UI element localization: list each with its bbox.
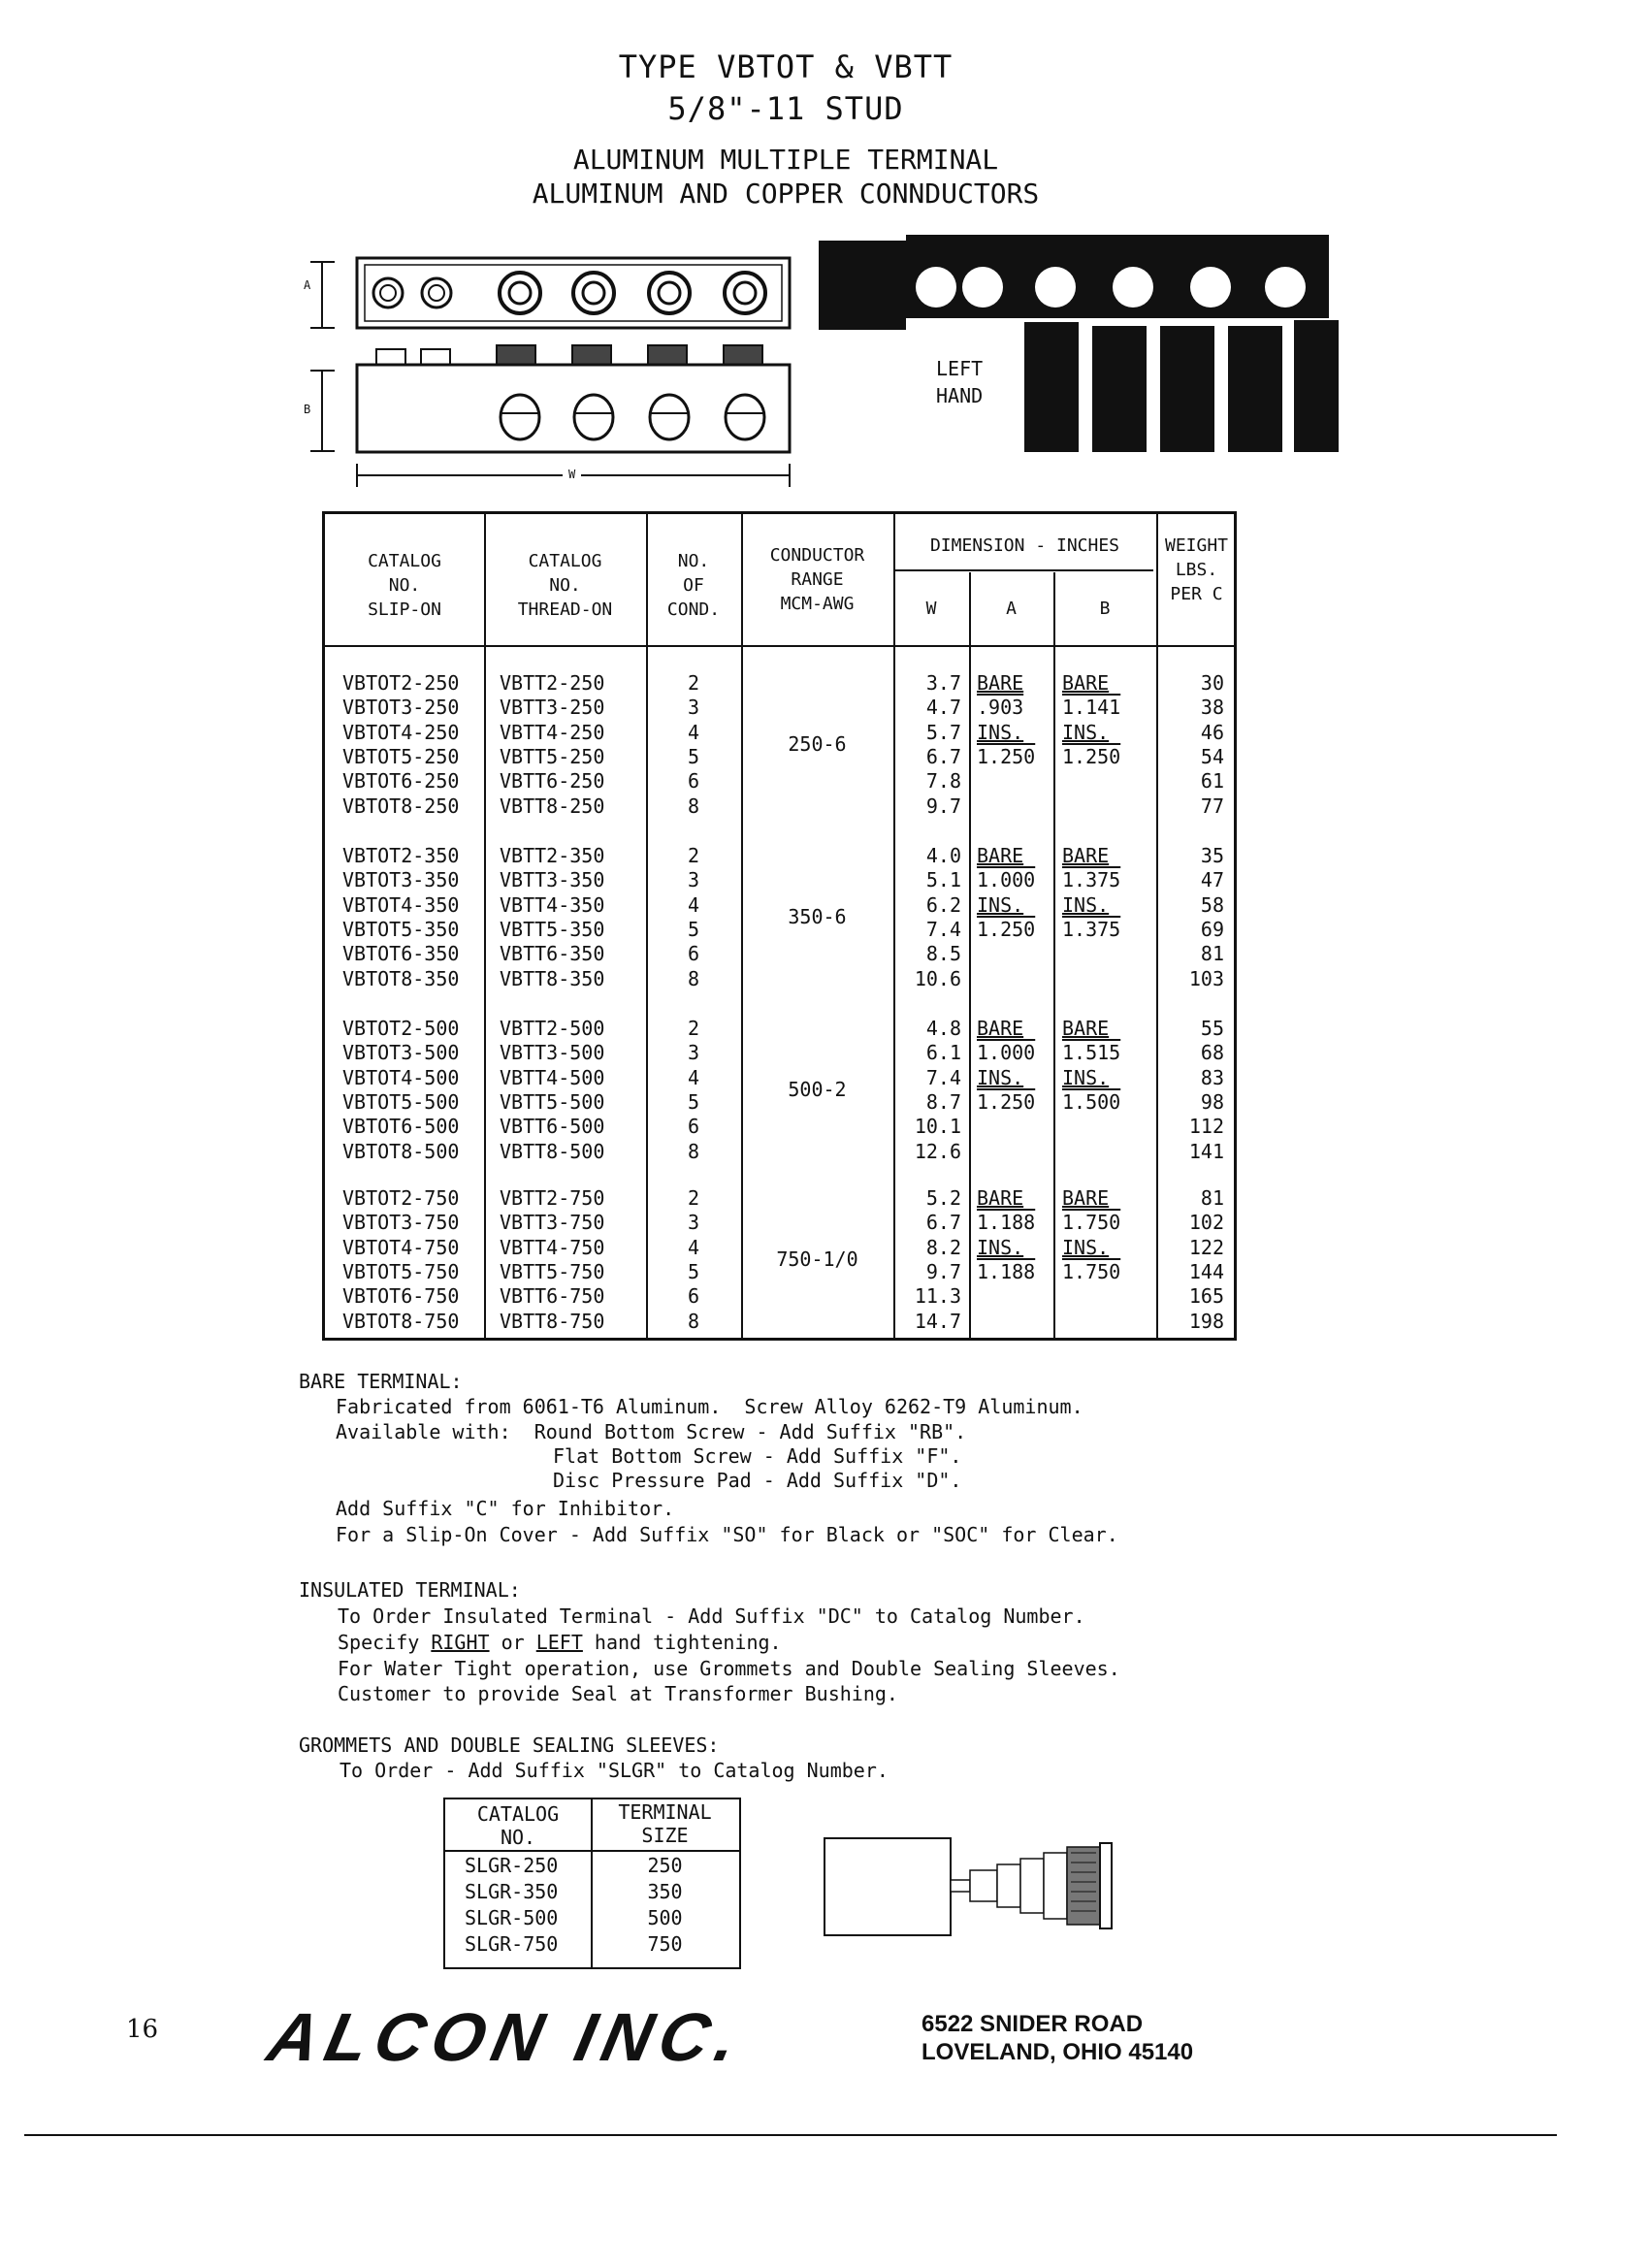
table-cell-a: INS. [977, 720, 1024, 744]
table-cell-weight: 46 [1200, 720, 1224, 744]
header-b: B [1099, 599, 1111, 619]
table-cell-a: BARE [977, 671, 1024, 695]
table-cell-cond: 8 [687, 1139, 700, 1163]
note-bare-5: Add Suffix "C" for Inhibitor. [336, 1497, 675, 1520]
table-cell-slip: VBTOT8-500 [342, 1139, 460, 1163]
table-cell-b: INS. [1062, 720, 1110, 744]
table-cell-range: 350-6 [788, 905, 847, 929]
table-cell-thread: VBTT4-350 [500, 892, 605, 917]
table-cell-cond: 2 [687, 671, 700, 695]
page-number: 16 [126, 2015, 159, 2044]
table-cell-weight: 35 [1200, 844, 1224, 867]
table-cell-cond: 2 [687, 1017, 700, 1040]
table-cell-b: INS. [1062, 892, 1110, 917]
grom-cell-catalog: SLGR-750 [465, 1932, 559, 1956]
table-cell-weight: 30 [1200, 671, 1224, 695]
table-cell-weight: 77 [1200, 794, 1224, 818]
table-cell-w: 8.7 [925, 1089, 961, 1114]
note-ins-4: Customer to provide Seal at Transformer Bushing. [338, 1682, 898, 1705]
table-cell-cond: 5 [687, 1089, 700, 1114]
table-cell-thread: VBTT2-250 [500, 671, 605, 695]
table-cell-b: 1.750 [1062, 1259, 1121, 1283]
table-cell-weight: 81 [1200, 942, 1224, 966]
company-logo: ALCON INC. [261, 1999, 752, 2075]
table-cell-w: 7.4 [925, 1065, 961, 1089]
table-cell-w: 7.4 [925, 917, 961, 941]
table-cell-cond: 3 [687, 696, 700, 720]
table-cell-w: 8.5 [925, 942, 961, 966]
table-cell-slip: VBTOT5-500 [342, 1089, 460, 1114]
table-cell-b: 1.515 [1062, 1041, 1121, 1065]
dim-b-label: B [304, 403, 311, 416]
table-cell-range: 250-6 [788, 732, 847, 757]
table-cell-weight: 38 [1200, 696, 1224, 720]
terminal-diagram [291, 233, 1358, 495]
table-cell-thread: VBTT6-750 [500, 1284, 605, 1309]
table-cell-slip: VBTOT3-250 [342, 696, 460, 720]
table-cell-thread: VBTT5-250 [500, 744, 605, 768]
table-cell-slip: VBTOT6-750 [342, 1284, 460, 1309]
table-cell-cond: 8 [687, 1309, 700, 1333]
note-grom-1: To Order - Add Suffix "SLGR" to Catalog Number. [340, 1759, 889, 1782]
table-cell-slip: VBTOT4-500 [342, 1065, 460, 1089]
grom-cell-catalog: SLGR-500 [465, 1906, 559, 1929]
table-cell-b: BARE [1062, 671, 1110, 695]
table-cell-a: 1.250 [977, 1089, 1036, 1114]
table-cell-weight: 198 [1188, 1309, 1224, 1333]
table-cell-cond: 4 [687, 1065, 700, 1089]
table-cell-b: BARE [1062, 1017, 1110, 1040]
table-cell-cond: 8 [687, 794, 700, 818]
table-cell-cond: 6 [687, 769, 700, 794]
table-cell-cond: 4 [687, 720, 700, 744]
table-cell-cond: 5 [687, 744, 700, 768]
address-line-1: 6522 SNIDER ROAD [922, 2011, 1144, 2037]
note-ins-3: For Water Tight operation, use Grommets and Double Sealing Sleeves. [338, 1657, 1120, 1680]
table-cell-cond: 4 [687, 1235, 700, 1259]
table-cell-thread: VBTT4-750 [500, 1235, 605, 1259]
table-cell-w: 10.1 [914, 1115, 961, 1139]
table-cell-slip: VBTOT2-350 [342, 844, 460, 867]
table-cell-a: 1.000 [977, 868, 1036, 892]
table-cell-slip: VBTOT8-350 [342, 966, 460, 990]
header-catalog-slip: CATALOG NO. SLIP-ON [368, 551, 441, 620]
table-cell-w: 4.8 [925, 1017, 961, 1040]
table-cell-w: 11.3 [914, 1284, 961, 1309]
grom-header-size: TERMINAL SIZE [618, 1800, 712, 1847]
table-cell-thread: VBTT6-500 [500, 1115, 605, 1139]
table-cell-a: 1.250 [977, 744, 1036, 768]
table-cell-b: INS. [1062, 1065, 1110, 1089]
table-cell-weight: 122 [1188, 1235, 1224, 1259]
table-cell-slip: VBTOT8-750 [342, 1309, 460, 1333]
table-cell-slip: VBTOT6-250 [342, 769, 460, 794]
table-cell-a: 1.250 [977, 917, 1036, 941]
grom-cell-size: 350 [647, 1880, 683, 1903]
table-cell-a: BARE [977, 844, 1024, 867]
address-line-2: LOVELAND, OHIO 45140 [922, 2039, 1194, 2065]
table-cell-slip: VBTOT5-750 [342, 1259, 460, 1283]
note-bare-4: Disc Pressure Pad - Add Suffix "D". [553, 1469, 962, 1492]
table-cell-w: 6.7 [925, 744, 961, 768]
table-cell-cond: 4 [687, 892, 700, 917]
table-cell-w: 6.7 [925, 1211, 961, 1235]
table-cell-a: INS. [977, 1065, 1024, 1089]
table-cell-b: 1.750 [1062, 1211, 1121, 1235]
table-cell-thread: VBTT8-500 [500, 1139, 605, 1163]
header-weight: WEIGHT LBS. PER C [1164, 535, 1229, 604]
table-cell-a: .903 [977, 696, 1024, 720]
grom-cell-size: 500 [647, 1906, 683, 1929]
table-cell-w: 6.2 [925, 892, 961, 917]
table-cell-w: 8.2 [925, 1235, 961, 1259]
table-cell-weight: 112 [1188, 1115, 1224, 1139]
table-cell-weight: 98 [1200, 1089, 1224, 1114]
table-cell-cond: 2 [687, 1186, 700, 1210]
table-cell-w: 6.1 [925, 1041, 961, 1065]
left-hand-label-2: HAND [936, 384, 984, 407]
grom-cell-catalog: SLGR-250 [465, 1854, 559, 1877]
table-cell-weight: 54 [1200, 744, 1224, 768]
table-cell-w: 9.7 [925, 1259, 961, 1283]
table-cell-weight: 103 [1188, 966, 1224, 990]
header-dimension: DIMENSION - INCHES [929, 535, 1120, 556]
table-cell-w: 5.2 [925, 1186, 961, 1210]
title-type: TYPE VBTOT & VBTT [618, 49, 954, 85]
table-cell-weight: 47 [1200, 868, 1224, 892]
note-bare-6: For a Slip-On Cover - Add Suffix "SO" for Black or "SOC" for Clear. [336, 1523, 1118, 1546]
note-grom-title: GROMMETS AND DOUBLE SEALING SLEEVES: [299, 1733, 720, 1757]
catalog-table [322, 511, 1237, 1341]
table-cell-thread: VBTT3-350 [500, 868, 605, 892]
table-cell-w: 5.7 [925, 720, 961, 744]
note-bare-2: Available with: Round Bottom Screw - Add Suffix "RB". [336, 1420, 967, 1443]
table-cell-w: 3.7 [925, 671, 961, 695]
table-cell-thread: VBTT5-750 [500, 1259, 605, 1283]
grom-cell-size: 250 [647, 1854, 683, 1877]
table-cell-thread: VBTT3-750 [500, 1211, 605, 1235]
table-cell-thread: VBTT8-250 [500, 794, 605, 818]
left-hand-label-1: LEFT [936, 357, 984, 380]
table-cell-a: 1.188 [977, 1259, 1036, 1283]
table-cell-thread: VBTT2-350 [500, 844, 605, 867]
table-cell-cond: 5 [687, 917, 700, 941]
table-cell-thread: VBTT4-500 [500, 1065, 605, 1089]
title-stud: 5/8"-11 STUD [667, 90, 904, 127]
table-cell-range: 750-1/0 [776, 1247, 858, 1272]
table-cell-thread: VBTT5-500 [500, 1089, 605, 1114]
header-a: A [1006, 599, 1017, 619]
table-cell-slip: VBTOT5-350 [342, 917, 460, 941]
table-cell-thread: VBTT6-350 [500, 942, 605, 966]
table-cell-w: 7.8 [925, 769, 961, 794]
table-cell-a: BARE [977, 1186, 1024, 1210]
table-cell-slip: VBTOT4-750 [342, 1235, 460, 1259]
grommet-table [443, 1798, 741, 1969]
table-cell-a: BARE [977, 1017, 1024, 1040]
table-cell-thread: VBTT3-250 [500, 696, 605, 720]
header-catalog-thread: CATALOG NO. THREAD-ON [517, 551, 613, 620]
note-ins-title: INSULATED TERMINAL: [299, 1578, 521, 1602]
table-cell-slip: VBTOT2-250 [342, 671, 460, 695]
dim-a-label: A [304, 278, 311, 292]
table-cell-slip: VBTOT8-250 [342, 794, 460, 818]
grom-header-catalog: CATALOG NO. [476, 1802, 560, 1849]
table-cell-a: INS. [977, 1235, 1024, 1259]
table-cell-thread: VBTT5-350 [500, 917, 605, 941]
header-conductor-range: CONDUCTOR RANGE MCM-AWG [769, 545, 865, 614]
table-cell-slip: VBTOT3-350 [342, 868, 460, 892]
table-cell-cond: 3 [687, 868, 700, 892]
table-cell-slip: VBTOT5-250 [342, 744, 460, 768]
table-cell-w: 14.7 [914, 1309, 961, 1333]
table-cell-weight: 58 [1200, 892, 1224, 917]
table-cell-a: INS. [977, 892, 1024, 917]
table-cell-weight: 81 [1200, 1186, 1224, 1210]
table-cell-a: 1.000 [977, 1041, 1036, 1065]
table-cell-cond: 3 [687, 1041, 700, 1065]
table-cell-cond: 6 [687, 942, 700, 966]
table-cell-weight: 102 [1188, 1211, 1224, 1235]
table-cell-weight: 68 [1200, 1041, 1224, 1065]
note-ins-1: To Order Insulated Terminal - Add Suffix "DC" to Catalog Number. [338, 1604, 1085, 1628]
table-cell-weight: 165 [1188, 1284, 1224, 1309]
header-no-cond: NO. OF COND. [666, 551, 721, 620]
table-cell-cond: 6 [687, 1115, 700, 1139]
note-bare-1: Fabricated from 6061-T6 Aluminum. Screw Alloy 6262-T9 Aluminum. [336, 1395, 1083, 1418]
table-cell-b: 1.375 [1062, 917, 1121, 941]
table-cell-thread: VBTT8-350 [500, 966, 605, 990]
table-cell-cond: 5 [687, 1259, 700, 1283]
table-cell-thread: VBTT2-750 [500, 1186, 605, 1210]
table-cell-slip: VBTOT2-500 [342, 1017, 460, 1040]
table-cell-w: 5.1 [925, 868, 961, 892]
table-cell-weight: 144 [1188, 1259, 1224, 1283]
subtitle-conductors: ALUMINUM AND COPPER CONNDUCTORS [532, 178, 1040, 210]
table-cell-thread: VBTT3-500 [500, 1041, 605, 1065]
table-cell-w: 9.7 [925, 794, 961, 818]
table-cell-w: 12.6 [914, 1139, 961, 1163]
table-cell-b: 1.250 [1062, 744, 1121, 768]
table-cell-a: 1.188 [977, 1211, 1036, 1235]
table-cell-slip: VBTOT3-750 [342, 1211, 460, 1235]
table-cell-weight: 83 [1200, 1065, 1224, 1089]
table-cell-weight: 69 [1200, 917, 1224, 941]
table-cell-slip: VBTOT6-350 [342, 942, 460, 966]
table-cell-b: 1.141 [1062, 696, 1121, 720]
table-cell-slip: VBTOT4-350 [342, 892, 460, 917]
header-w: W [925, 599, 937, 619]
table-cell-thread: VBTT6-250 [500, 769, 605, 794]
table-cell-w: 4.7 [925, 696, 961, 720]
subtitle-terminal: ALUMINUM MULTIPLE TERMINAL [572, 144, 999, 176]
table-cell-w: 10.6 [914, 966, 961, 990]
table-cell-slip: VBTOT4-250 [342, 720, 460, 744]
table-cell-thread: VBTT4-250 [500, 720, 605, 744]
table-cell-slip: VBTOT2-750 [342, 1186, 460, 1210]
note-ins-2: Specify RIGHT or LEFT hand tightening. [338, 1631, 782, 1654]
table-cell-cond: 2 [687, 844, 700, 867]
grom-cell-size: 750 [647, 1932, 683, 1956]
table-cell-thread: VBTT2-500 [500, 1017, 605, 1040]
table-cell-b: INS. [1062, 1235, 1110, 1259]
table-cell-slip: VBTOT3-500 [342, 1041, 460, 1065]
table-cell-slip: VBTOT6-500 [342, 1115, 460, 1139]
table-cell-thread: VBTT8-750 [500, 1309, 605, 1333]
bottom-rule [24, 2134, 1557, 2136]
grom-cell-catalog: SLGR-350 [465, 1880, 559, 1903]
dim-w-label: W [563, 468, 581, 481]
table-cell-weight: 141 [1188, 1139, 1224, 1163]
side-view [310, 345, 790, 487]
table-cell-weight: 55 [1200, 1017, 1224, 1040]
note-bare-title: BARE TERMINAL: [299, 1370, 463, 1393]
table-cell-w: 4.0 [925, 844, 961, 867]
table-cell-b: 1.375 [1062, 868, 1121, 892]
table-cell-b: BARE [1062, 844, 1110, 867]
table-cell-cond: 8 [687, 966, 700, 990]
table-cell-cond: 6 [687, 1284, 700, 1309]
top-view [310, 258, 790, 328]
table-cell-cond: 3 [687, 1211, 700, 1235]
table-cell-b: BARE [1062, 1186, 1110, 1210]
grommet-sleeve-drawing [815, 1833, 1164, 1940]
table-cell-range: 500-2 [788, 1078, 847, 1102]
table-cell-b: 1.500 [1062, 1089, 1121, 1114]
note-bare-3: Flat Bottom Screw - Add Suffix "F". [553, 1444, 962, 1468]
insulated-terminal-photo [819, 235, 1339, 452]
table-cell-weight: 61 [1200, 769, 1224, 794]
